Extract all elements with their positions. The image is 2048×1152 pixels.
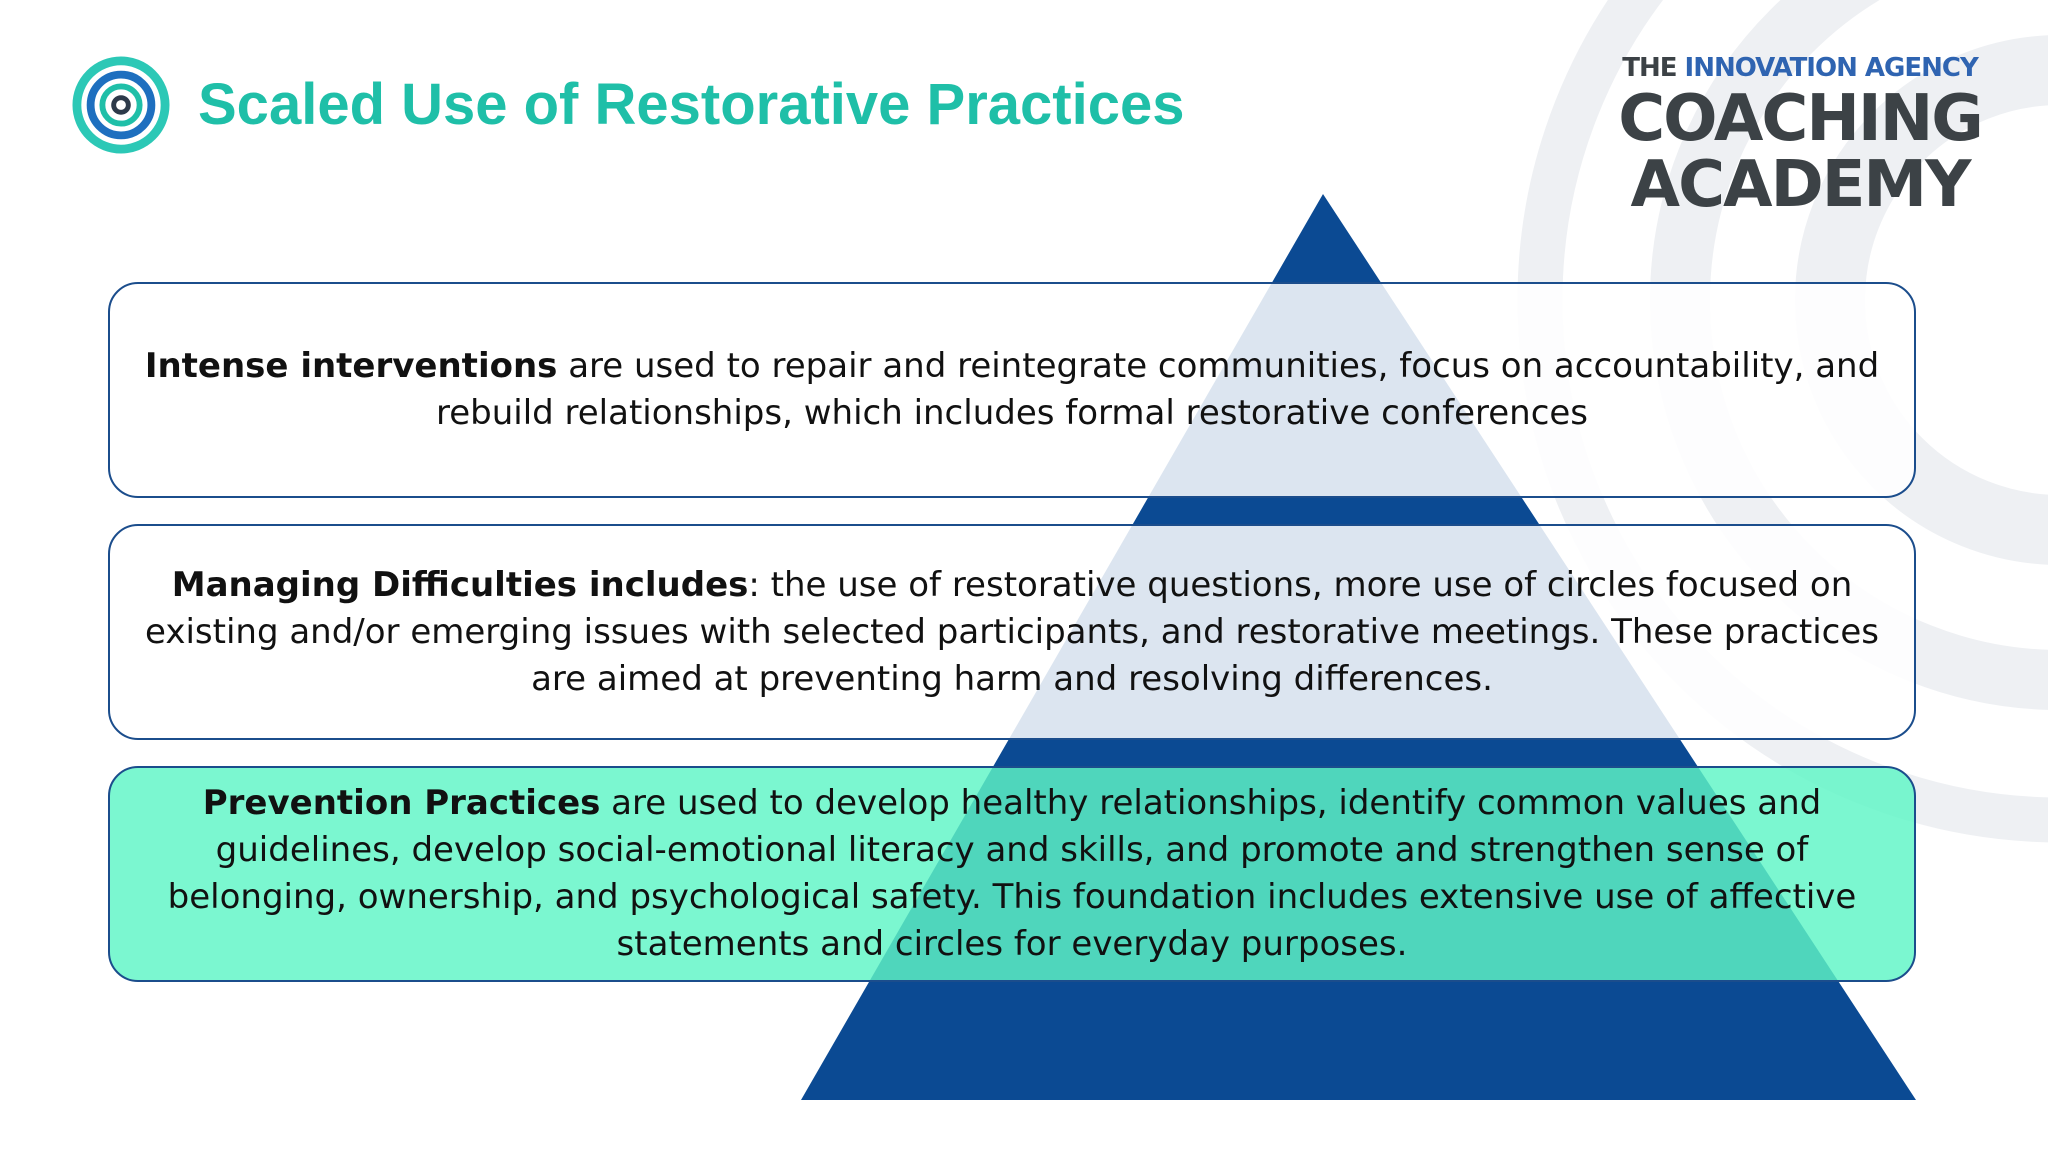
brand-line-academy: ACADEMY <box>1630 148 1970 222</box>
tier-managing-difficulties <box>108 524 1916 740</box>
tier-text: Managing Difficulties includes: the use of restorative questions, more use of circles focused on existing and/or emerging issues with selected participants, and restorative meetings. These practices are aimed at preventing harm and resolving differences. <box>145 564 1879 699</box>
page-title: Scaled Use of Restorative Practices <box>198 72 1185 137</box>
tier-intense-interventions <box>108 282 1916 498</box>
brand-line-coaching: COACHING <box>1618 82 1982 156</box>
tier-text: Intense interventions are used to repair and reintegrate communities, focus on accountability, and rebuild relationships, which includes formal restorative conferences <box>144 346 1880 433</box>
tier-text: Prevention Practices are used to develop healthy relationships, identify common values and guidelines, develop social-emotional literacy and skills, and promote and strengthen sense of belonging, ownership, and psychological safety. This foundation includes extensive use of affective statements and circles for everyday purposes. <box>167 783 1857 964</box>
brand-tagline: THE INNOVATION AGENCY <box>1622 53 1978 83</box>
tier-prevention-practices <box>108 766 1916 982</box>
